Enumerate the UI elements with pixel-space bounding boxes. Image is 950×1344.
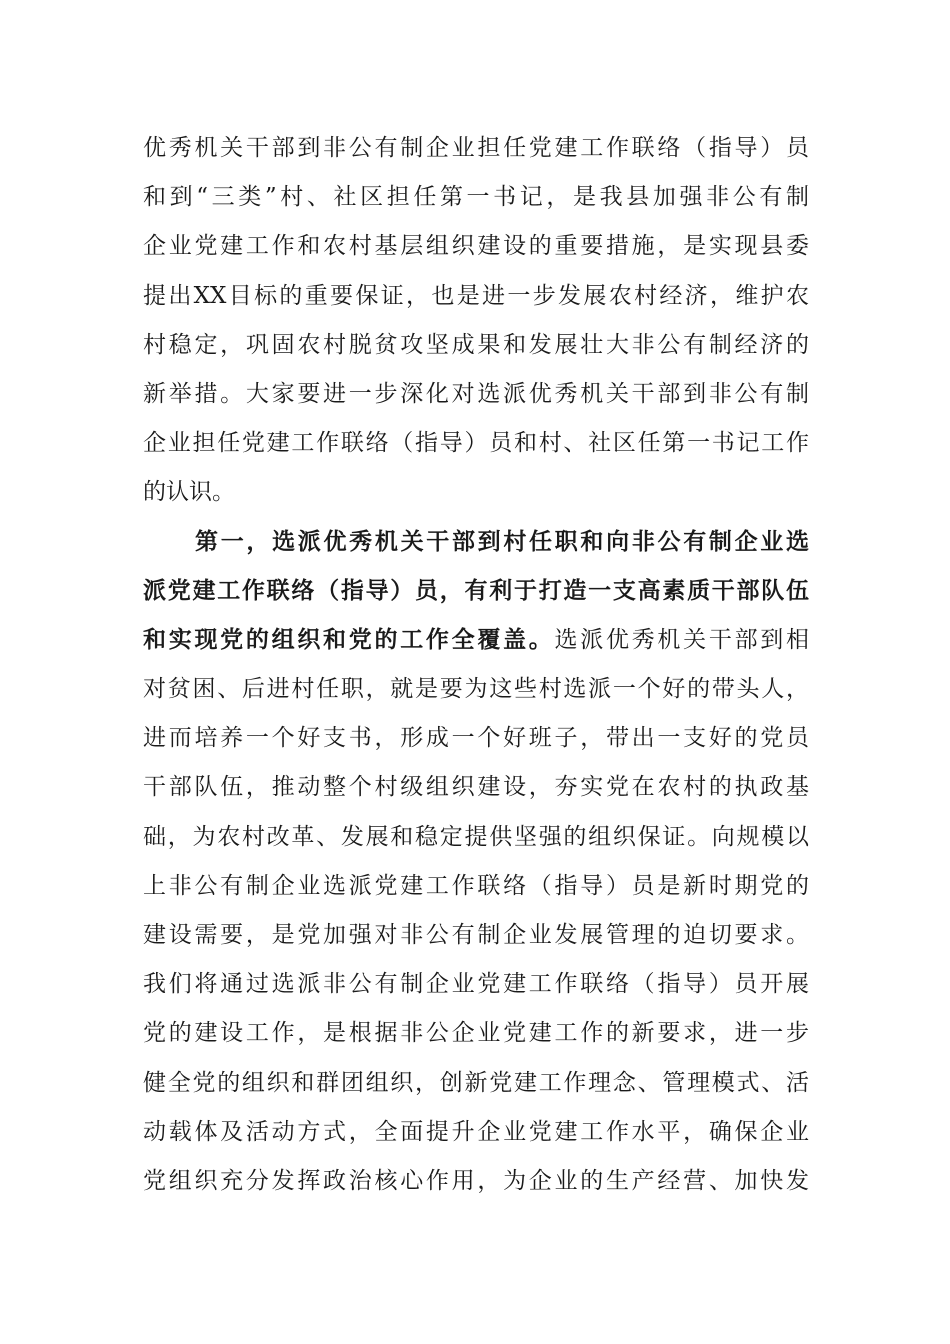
text-line: 干部队伍，推动整个村级组织建设，夯实党在农村的执政基 bbox=[143, 774, 809, 801]
document-body bbox=[143, 124, 809, 1206]
text-line: 对贫困、后进村任职，就是要为这些村选派一个好的带头人， bbox=[143, 676, 809, 703]
paragraph-2 bbox=[143, 518, 809, 1207]
text-line: 企业党建工作和农村基层组织建设的重要措施，是实现县委 bbox=[143, 233, 809, 260]
bold-heading-span: 和实现党的组织和党的工作全覆盖。 bbox=[143, 626, 555, 653]
text-line: 新举措。大家要进一步深化对选派优秀机关干部到非公有制 bbox=[143, 380, 809, 407]
bold-heading-line: 第一，选派优秀机关干部到村任职和向非公有制企业选 bbox=[195, 528, 809, 555]
text-line: 党组织充分发挥政治核心作用，为企业的生产经营、加快发 bbox=[143, 1167, 809, 1194]
text-line: 企业担任党建工作联络（指导）员和村、社区任第一书记工作 bbox=[143, 430, 809, 457]
text-line: 和到“三类”村、社区担任第一书记，是我县加强非公有制 bbox=[143, 184, 809, 211]
mixed-text-line bbox=[143, 616, 809, 665]
text-line: 党的建设工作，是根据非公企业党建工作的新要求，进一步 bbox=[143, 1020, 809, 1047]
text-line: 建设需要，是党加强对非公有制企业发展管理的迫切要求。 bbox=[143, 922, 809, 948]
text-line: 健全党的组织和群团组织，创新党建工作理念、管理模式、活 bbox=[143, 1069, 809, 1096]
text-line: 上非公有制企业选派党建工作联络（指导）员是新时期党的 bbox=[143, 872, 809, 899]
text-line: 优秀机关干部到非公有制企业担任党建工作联络（指导）员 bbox=[143, 135, 809, 161]
text-line: 村稳定，巩固农村脱贫攻坚成果和发展壮大非公有制经济的 bbox=[143, 331, 809, 358]
text-line: 我们将通过选派非公有制企业党建工作联络（指导）员开展 bbox=[143, 971, 809, 998]
text-line: 进而培养一个好支书，形成一个好班子，带出一支好的党员 bbox=[143, 725, 809, 752]
text-line: 提出XX目标的重要保证，也是进一步发展农村经济，维护农 bbox=[143, 282, 809, 309]
paragraph-1 bbox=[143, 124, 809, 518]
bold-heading-line: 派党建工作联络（指导）员，有利于打造一支高素质干部队伍 bbox=[143, 577, 809, 604]
text-line: 础，为农村改革、发展和稳定提供坚强的组织保证。向规模以 bbox=[143, 823, 809, 850]
text-line: 动载体及活动方式，全面提升企业党建工作水平，确保企业 bbox=[143, 1118, 809, 1145]
text-line: 的认识。 bbox=[143, 479, 235, 506]
text-span: 选派优秀机关干部到相 bbox=[554, 626, 810, 653]
